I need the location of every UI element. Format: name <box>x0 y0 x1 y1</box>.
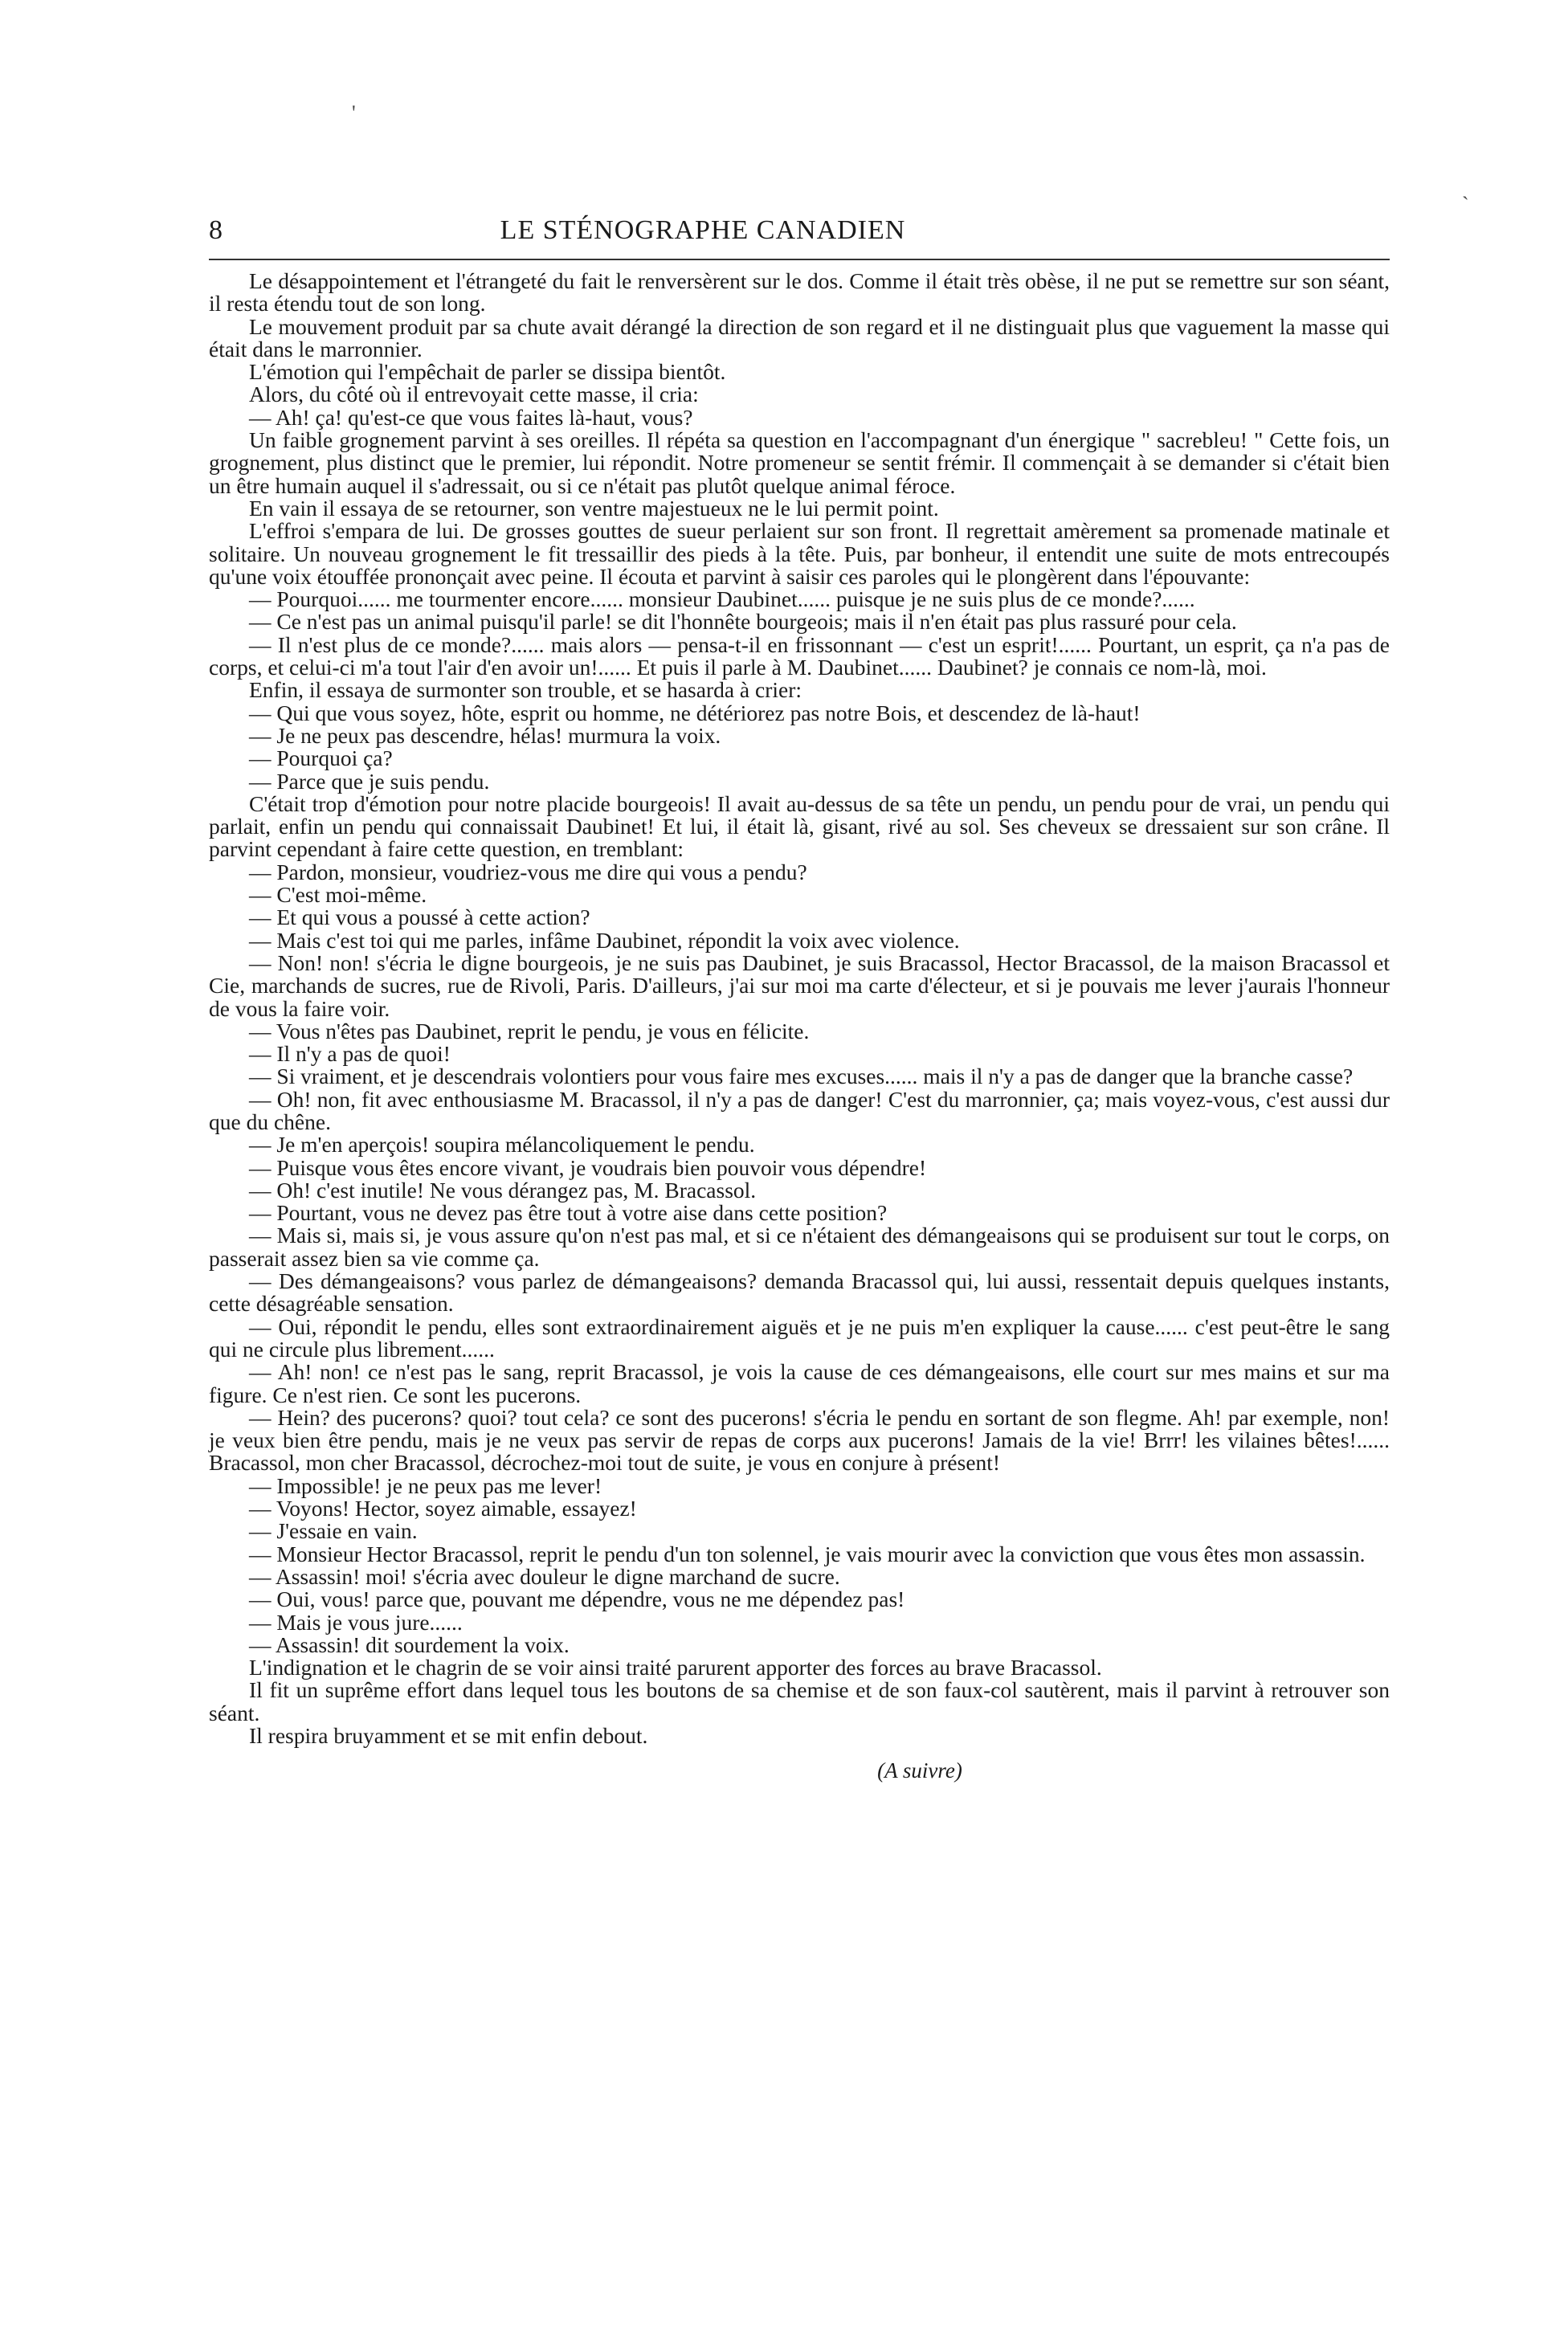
story-paragraph: — Qui que vous soyez, hôte, esprit ou homme, ne détériorez pas notre Bois, et descendez de là-haut! <box>249 700 1141 725</box>
continued-note: (A suivre) <box>877 1758 962 1783</box>
story-paragraph: — Mais je vous jure...... <box>249 1609 463 1635</box>
story-paragraph: — Non! non! s'écria le digne bourgeois, je ne suis pas Daubinet, je suis Bracassol, Hector Bracassol, de la maison Bracassol et Cie, marchands de sucres, rue de Rivoli, Paris. D'ailleurs, j'ai sur moi ma carte d'électeur, et si je pouvais me lever j'aurais l'honneur de vous la faire voir. <box>209 949 1390 1021</box>
story-paragraph: — Voyons! Hector, soyez aimable, essayez! <box>249 1496 637 1521</box>
story-paragraph: — Oui, répondit le pendu, elles sont extraordinairement aiguës et je ne puis m'en expliquer la cause...... c'est peut-être le sang qui ne circule plus librement...... <box>209 1313 1390 1362</box>
story-paragraph: Un faible grognement parvint à ses oreilles. Il répéta sa question en l'accompagnant d'un énergique " sacrebleu! " Cette fois, un grognement, plus distinct que le premier, lui répondit. Notre promeneur se sentit frémir. Il commençait à se demander si c'était bien un être humain auquel il s'adressait, ou si ce n'était pas plutôt quelque animal féroce. <box>209 427 1390 498</box>
story-paragraph: L'effroi s'empara de lui. De grosses gouttes de sueur perlaient sur son front. Il regrettait amèrement sa promenade matinale et solitaire. Un nouveau grognement le fit tressaillir des pieds à la tête. Puis, par bonheur, il entendit une suite de mots entrecoupés qu'une voix étouffée prononçait avec peine. Il écouta et parvint à saisir ces paroles qui le plongèrent dans l'épouvante: <box>209 518 1390 589</box>
story-paragraph: — Oh! c'est inutile! Ne vous dérangez pas, M. Bracassol. <box>249 1177 757 1203</box>
ink-speck: ` <box>1462 193 1469 216</box>
story-paragraph: L'indignation et le chagrin de se voir ainsi traité parurent apporter des forces au brave Bracassol. <box>249 1655 1102 1680</box>
story-paragraph: Le désappointement et l'étrangeté du fait le renversèrent sur le dos. Comme il était très obèse, il ne put se remettre sur son séant, il resta étendu tout de son long. <box>209 268 1390 316</box>
story-paragraph: — Parce que je suis pendu. <box>249 768 490 794</box>
story-paragraph: — Je m'en aperçois! soupira mélancoliquement le pendu. <box>249 1132 755 1158</box>
story-paragraph: — Assassin! dit sourdement la voix. <box>249 1631 570 1657</box>
page-number: 8 <box>209 215 223 245</box>
ink-speck: ' <box>352 101 356 125</box>
story-paragraph: Il respira bruyamment et se mit enfin debout. <box>249 1723 648 1748</box>
story-paragraph: — Mais c'est toi qui me parles, infâme Daubinet, répondit la voix avec violence. <box>249 927 960 953</box>
story-paragraph: — Assassin! moi! s'écria avec douleur le digne marchand de sucre. <box>249 1563 840 1589</box>
story-paragraph: — J'essaie en vain. <box>249 1518 418 1544</box>
story-paragraph: C'était trop d'émotion pour notre placide bourgeois! Il avait au-dessus de sa tête un pendu, un pendu pour de vrai, un pendu qui parlait, enfin un pendu qui connaissait Daubinet! Et lui, il était là, gisant, rivé au sol. Ses cheveux se dressaient sur son crâne. Il parvint cependant à faire cette question, en tremblant: <box>209 790 1390 862</box>
story-paragraph: — Pourtant, vous ne devez pas être tout à votre aise dans cette position? <box>249 1200 888 1226</box>
story-paragraph: — Mais si, mais si, je vous assure qu'on n'est pas mal, et si ce n'étaient des démangeaisons qui se produisent sur tout le corps, on passerait assez bien sa vie comme ça. <box>209 1223 1390 1271</box>
page-header <box>209 215 1390 251</box>
story-paragraph: Enfin, il essaya de surmonter son trouble, et se hasarda à crier: <box>249 677 802 703</box>
story-paragraph: L'émotion qui l'empêchait de parler se dissipa bientôt. <box>249 359 726 385</box>
story-paragraph: — Il n'est plus de ce monde?...... mais alors — pensa-t-il en frissonnant — c'est un esprit!...... Pourtant, un esprit, ça n'a pas de corps, et celui-ci m'a tout l'air d'en avoir un!...... Et puis il parle à M. Daubinet...... Daubinet? je connais ce nom-là, moi. <box>209 631 1390 680</box>
story-paragraph: En vain il essaya de se retourner, son ventre majestueux ne le lui permit point. <box>249 495 939 521</box>
story-paragraph: — Ah! ça! qu'est-ce que vous faites là-haut, vous? <box>249 404 693 430</box>
header-rule <box>209 259 1390 260</box>
story-paragraph: — Oh! non, fit avec enthousiasme M. Bracassol, il n'y a pas de danger! C'est du marronnier, ça; mais voyez-vous, c'est aussi dur que du chêne. <box>209 1086 1390 1134</box>
story-paragraph: — Impossible! je ne peux pas me lever! <box>249 1472 602 1498</box>
story-paragraph: — Si vraiment, et je descendrais volontiers pour vous faire mes excuses...... mais il n'y a pas de danger que la branche casse? <box>249 1064 1354 1089</box>
story-paragraph: — Hein? des pucerons? quoi? tout cela? ce sont des pucerons! s'écria le pendu en sortant de son flegme. Ah! par exemple, non! je veux bien être pendu, mais je ne veux pas servir de repas de corps aux pucerons! Jamais de la vie! Brrr! les vilaines bêtes!...... Bracassol, mon cher Bracassol, décrochez-moi tout de suite, je vous en conjure à présent! <box>209 1404 1390 1476</box>
newspaper-page <box>209 215 1390 1783</box>
story-paragraph: Il fit un suprême effort dans lequel tous les boutons de sa chemise et de son faux-col sautèrent, mais il parvint à retrouver son séant. <box>209 1677 1390 1725</box>
story-paragraph: — Je ne peux pas descendre, hélas! murmura la voix. <box>249 722 721 748</box>
story-paragraph: — Et qui vous a poussé à cette action? <box>249 905 590 930</box>
story-paragraph: — Monsieur Hector Bracassol, reprit le pendu d'un ton solennel, je vais mourir avec la conviction que vous êtes mon assassin. <box>249 1541 1366 1566</box>
running-title: LE STÉNOGRAPHE CANADIEN <box>500 215 906 245</box>
story-paragraph: — Des démangeaisons? vous parlez de démangeaisons? demanda Bracassol qui, lui aussi, ressentait depuis quelques instants, cette désagréable sensation. <box>209 1268 1390 1317</box>
story-paragraph: — Ah! non! ce n'est pas le sang, reprit Bracassol, je vois la cause de ces démangeaisons, elle court sur mes mains et sur ma figure. Ce n'est rien. Ce sont les pucerons. <box>209 1359 1390 1407</box>
story-body <box>209 270 1390 1747</box>
story-paragraph: — Vous n'êtes pas Daubinet, reprit le pendu, je vous en félicite. <box>249 1018 810 1043</box>
story-paragraph: — Pardon, monsieur, voudriez-vous me dire qui vous a pendu? <box>249 859 807 884</box>
story-paragraph: — C'est moi-même. <box>249 882 427 908</box>
story-paragraph: — Pourquoi...... me tourmenter encore...... monsieur Daubinet...... puisque je ne suis plus de ce monde?...... <box>249 586 1195 612</box>
story-paragraph: — Oui, vous! parce que, pouvant me dépendre, vous ne me dépendez pas! <box>249 1586 905 1612</box>
story-paragraph: — Ce n'est pas un animal puisqu'il parle! se dit l'honnête bourgeois; mais il n'en était pas plus rassuré pour cela. <box>249 609 1237 635</box>
story-paragraph: Le mouvement produit par sa chute avait dérangé la direction de son regard et il ne distinguait plus que vaguement la masse qui était dans le marronnier. <box>209 313 1390 361</box>
story-paragraph: Alors, du côté où il entrevoyait cette masse, il cria: <box>249 382 699 407</box>
story-paragraph: — Puisque vous êtes encore vivant, je voudrais bien pouvoir vous dépendre! <box>249 1154 927 1180</box>
story-paragraph: — Il n'y a pas de quoi! <box>249 1041 451 1067</box>
story-paragraph: — Pourquoi ça? <box>249 745 393 771</box>
